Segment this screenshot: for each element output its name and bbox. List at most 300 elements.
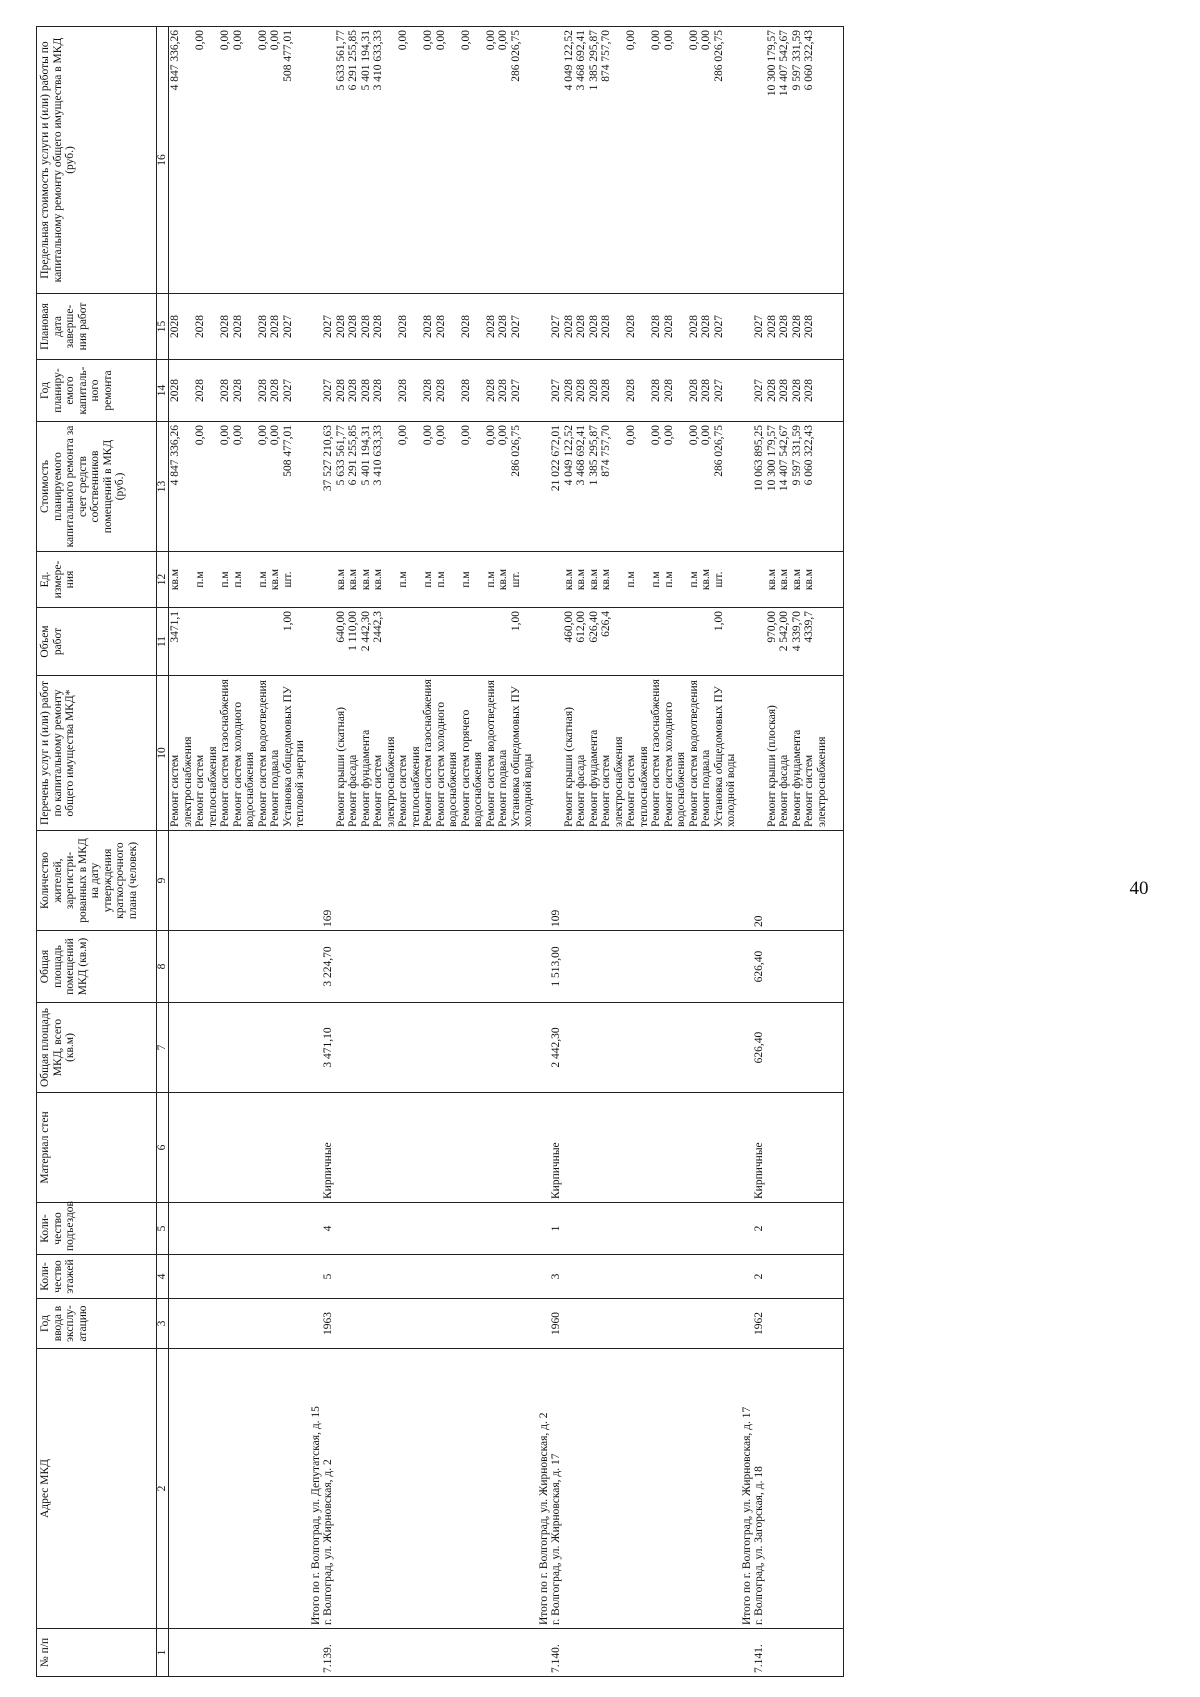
work-year: 2028 — [766, 360, 779, 422]
header-cell: Ед. измере-ния — [37, 552, 157, 608]
work-end-date: 2028 — [791, 294, 804, 360]
column-number: 9 — [157, 831, 169, 931]
work-unit: п.м — [422, 552, 435, 608]
work-unit: п.м — [688, 552, 701, 608]
house-area-total: 626,40 — [753, 1003, 766, 1093]
house-end-date: 2027 — [753, 294, 766, 360]
house-entrances: 2 — [753, 1203, 766, 1255]
work-cost: 0,00 — [435, 422, 460, 552]
work-volume: 4 339,70 — [791, 608, 804, 676]
house-end-date: 2027 — [550, 294, 563, 360]
work-end-date: 2028 — [650, 294, 663, 360]
work-year: 2027 — [510, 360, 535, 422]
work-row — [335, 27, 348, 1677]
work-limit-cost: 0,00 — [688, 27, 701, 294]
work-volume — [219, 608, 232, 676]
work-volume: 2 542,00 — [778, 608, 791, 676]
house-plan-year: 2027 — [322, 360, 335, 422]
work-year: 2028 — [803, 360, 844, 422]
header-cell: Перечень услуг и (или) работ по капитальному ремонту общего имущества МКД* — [37, 676, 157, 831]
total-row — [307, 27, 323, 1677]
work-row — [372, 27, 397, 1677]
house-year: 1963 — [322, 1299, 335, 1349]
work-row — [713, 27, 738, 1677]
work-limit-cost: 0,00 — [435, 27, 460, 294]
work-name: Ремонт крыши (скатная) — [563, 676, 576, 831]
work-limit-cost: 874 757,70 — [600, 27, 625, 294]
work-year: 2028 — [435, 360, 460, 422]
house-number: 7.140. — [550, 1629, 563, 1677]
work-name: Ремонт фундамента — [588, 676, 601, 831]
work-end-date: 2028 — [588, 294, 601, 360]
work-year: 2028 — [372, 360, 397, 422]
work-name: Ремонт фасада — [347, 676, 360, 831]
header-cell: Материал стен — [37, 1093, 157, 1203]
work-year: 2028 — [232, 360, 257, 422]
work-limit-cost: 10 300 179,57 — [766, 27, 779, 294]
work-limit-cost: 0,00 — [194, 27, 219, 294]
page-number: 40 — [1129, 878, 1149, 899]
work-end-date: 2028 — [766, 294, 779, 360]
work-limit-cost: 0,00 — [663, 27, 688, 294]
header-cell: Коли-чество этажей — [37, 1255, 157, 1299]
work-name: Ремонт подвала — [269, 676, 282, 831]
work-row — [563, 27, 576, 1677]
work-end-date: 2028 — [778, 294, 791, 360]
work-volume: 3471,1 — [169, 608, 195, 676]
work-year: 2028 — [397, 360, 422, 422]
work-year: 2028 — [778, 360, 791, 422]
work-volume: 460,00 — [563, 608, 576, 676]
column-number: 13 — [157, 422, 169, 552]
work-unit: кв.м — [803, 552, 844, 608]
work-cost: 0,00 — [497, 422, 510, 552]
work-volume — [232, 608, 257, 676]
work-year: 2028 — [497, 360, 510, 422]
work-year: 2028 — [335, 360, 348, 422]
work-unit: кв.м — [791, 552, 804, 608]
column-number: 5 — [157, 1203, 169, 1255]
house-area-total: 2 442,30 — [550, 1003, 563, 1093]
work-name: Ремонт систем электроснабжения — [372, 676, 397, 831]
work-end-date: 2028 — [269, 294, 282, 360]
work-year: 2028 — [485, 360, 498, 422]
house-row — [322, 27, 335, 1677]
work-cost: 14 407 542,67 — [778, 422, 791, 552]
work-year: 2028 — [219, 360, 232, 422]
work-volume: 640,00 — [335, 608, 348, 676]
work-cost: 0,00 — [625, 422, 650, 552]
work-limit-cost: 0,00 — [650, 27, 663, 294]
work-cost: 4 847 336,26 — [169, 422, 195, 552]
work-volume: 2442,3 — [372, 608, 397, 676]
work-limit-cost: 0,00 — [485, 27, 498, 294]
work-volume — [460, 608, 485, 676]
work-unit: п.м — [460, 552, 485, 608]
house-walls: Кирпичные — [322, 1093, 335, 1203]
work-row — [588, 27, 601, 1677]
work-unit: п.м — [219, 552, 232, 608]
house-entrances: 1 — [550, 1203, 563, 1255]
work-cost: 10 300 179,57 — [766, 422, 779, 552]
work-unit: кв.м — [335, 552, 348, 608]
work-limit-cost: 508 477,01 — [282, 27, 307, 294]
work-limit-cost: 5 633 561,77 — [335, 27, 348, 294]
work-limit-cost: 9 597 331,59 — [791, 27, 804, 294]
work-end-date: 2028 — [460, 294, 485, 360]
work-volume — [625, 608, 650, 676]
work-unit: кв.м — [497, 552, 510, 608]
work-row — [700, 27, 713, 1677]
work-row — [219, 27, 232, 1677]
work-cost: 0,00 — [422, 422, 435, 552]
work-unit: п.м — [650, 552, 663, 608]
work-year: 2028 — [460, 360, 485, 422]
capital-repair-table — [36, 26, 844, 1677]
column-number: 15 — [157, 294, 169, 360]
work-cost: 9 597 331,59 — [791, 422, 804, 552]
work-cost: 5 401 194,31 — [360, 422, 373, 552]
work-end-date: 2028 — [360, 294, 373, 360]
work-cost: 0,00 — [700, 422, 713, 552]
work-cost: 3 410 633,33 — [372, 422, 397, 552]
work-end-date: 2027 — [510, 294, 535, 360]
header-cell: Общая площадь помещений МКД (кв.м) — [37, 931, 157, 1003]
header-cell: Стоимость планируемого капитального ремонта за счет средств собственников помещений в МКД (руб.) — [37, 422, 157, 552]
work-year: 2028 — [360, 360, 373, 422]
work-year: 2028 — [422, 360, 435, 422]
house-floors: 5 — [322, 1255, 335, 1299]
house-residents: 20 — [753, 831, 766, 931]
work-unit: п.м — [232, 552, 257, 608]
work-end-date: 2028 — [169, 294, 195, 360]
work-name: Ремонт систем газоснабжения — [219, 676, 232, 831]
work-year: 2028 — [688, 360, 701, 422]
total-label: Итого по г. Волгоград, ул. Жирновская, д. 17 — [738, 1349, 754, 1629]
work-row — [663, 27, 688, 1677]
work-row — [397, 27, 422, 1677]
work-volume — [485, 608, 498, 676]
work-limit-cost: 286 026,75 — [510, 27, 535, 294]
work-volume — [497, 608, 510, 676]
work-row — [485, 27, 498, 1677]
work-row — [360, 27, 373, 1677]
work-end-date: 2028 — [563, 294, 576, 360]
work-row — [650, 27, 663, 1677]
work-name: Ремонт систем холодного водоснабжения — [232, 676, 257, 831]
work-end-date: 2028 — [347, 294, 360, 360]
house-row — [550, 27, 563, 1677]
house-year: 1960 — [550, 1299, 563, 1349]
work-name: Ремонт систем водоотведения — [485, 676, 498, 831]
work-row — [625, 27, 650, 1677]
work-year: 2028 — [791, 360, 804, 422]
work-year: 2028 — [650, 360, 663, 422]
work-cost: 286 026,75 — [510, 422, 535, 552]
work-volume — [435, 608, 460, 676]
work-year: 2028 — [563, 360, 576, 422]
header-cell: Объем работ — [37, 608, 157, 676]
house-plan-year: 2027 — [550, 360, 563, 422]
work-volume — [422, 608, 435, 676]
house-cost-total: 37 527 210,63 — [322, 422, 335, 552]
column-number: 14 — [157, 360, 169, 422]
work-row — [460, 27, 485, 1677]
work-volume — [688, 608, 701, 676]
work-limit-cost: 0,00 — [422, 27, 435, 294]
column-number: 3 — [157, 1299, 169, 1349]
work-row — [778, 27, 791, 1677]
work-volume — [257, 608, 270, 676]
work-end-date: 2028 — [194, 294, 219, 360]
work-end-date: 2027 — [282, 294, 307, 360]
work-end-date: 2028 — [625, 294, 650, 360]
house-residents: 109 — [550, 831, 563, 931]
work-cost: 0,00 — [232, 422, 257, 552]
work-limit-cost: 6 060 322,43 — [803, 27, 844, 294]
column-number: 16 — [157, 27, 169, 294]
work-end-date: 2028 — [688, 294, 701, 360]
work-name: Ремонт систем газоснабжения — [650, 676, 663, 831]
house-residents: 169 — [322, 831, 335, 931]
work-row — [510, 27, 535, 1677]
total-label: Итого по г. Волгоград, ул. Жирновская, д. 2 — [535, 1349, 551, 1629]
column-number: 12 — [157, 552, 169, 608]
work-volume — [397, 608, 422, 676]
work-volume: 1,00 — [713, 608, 738, 676]
house-cost-total: 21 022 672,01 — [550, 422, 563, 552]
work-volume: 1 110,00 — [347, 608, 360, 676]
work-end-date: 2028 — [397, 294, 422, 360]
work-name: Ремонт фундамента — [791, 676, 804, 831]
work-name: Ремонт систем газоснабжения — [422, 676, 435, 831]
work-unit: шт. — [282, 552, 307, 608]
work-unit: п.м — [485, 552, 498, 608]
work-limit-cost: 14 407 542,67 — [778, 27, 791, 294]
work-end-date: 2028 — [435, 294, 460, 360]
work-row — [232, 27, 257, 1677]
work-name: Ремонт систем электроснабжения — [803, 676, 844, 831]
work-name: Ремонт фундамента — [360, 676, 373, 831]
work-cost: 3 468 692,41 — [575, 422, 588, 552]
work-row — [766, 27, 779, 1677]
work-year: 2027 — [713, 360, 738, 422]
work-end-date: 2028 — [663, 294, 688, 360]
work-name: Ремонт систем электроснабжения — [600, 676, 625, 831]
work-volume: 1,00 — [510, 608, 535, 676]
header-cell: Количество жителей, зарегистри-рованных в МКД на дату утверждения краткосрочного плана (человек) — [37, 831, 157, 931]
work-name: Установка общедомовых ПУ холодной воды — [713, 676, 738, 831]
work-year: 2028 — [625, 360, 650, 422]
work-unit: кв.м — [269, 552, 282, 608]
work-volume — [700, 608, 713, 676]
work-limit-cost: 0,00 — [700, 27, 713, 294]
work-limit-cost: 0,00 — [232, 27, 257, 294]
work-year: 2027 — [282, 360, 307, 422]
work-row — [194, 27, 219, 1677]
work-name: Ремонт крыши (плоская) — [766, 676, 779, 831]
work-unit: п.м — [625, 552, 650, 608]
house-walls: Кирпичные — [550, 1093, 563, 1203]
work-volume — [663, 608, 688, 676]
header-cell: Коли-чество подъездов — [37, 1203, 157, 1255]
work-row — [688, 27, 701, 1677]
work-unit: кв.м — [347, 552, 360, 608]
work-unit: кв.м — [169, 552, 195, 608]
work-unit: кв.м — [778, 552, 791, 608]
work-cost: 0,00 — [485, 422, 498, 552]
work-year: 2028 — [588, 360, 601, 422]
work-limit-cost: 0,00 — [497, 27, 510, 294]
work-row — [600, 27, 625, 1677]
work-cost: 0,00 — [219, 422, 232, 552]
work-cost: 6 060 322,43 — [803, 422, 844, 552]
house-area-rooms: 626,40 — [753, 931, 766, 1003]
work-volume — [269, 608, 282, 676]
work-limit-cost: 6 291 255,85 — [347, 27, 360, 294]
house-address: г. Волгоград, ул. Загорская, д. 18 — [753, 1349, 766, 1629]
house-cost-total: 10 063 895,25 — [753, 422, 766, 552]
header-cell: Общая площадь МКД, всего (кв.м) — [37, 1003, 157, 1093]
work-cost: 0,00 — [688, 422, 701, 552]
work-row — [575, 27, 588, 1677]
work-unit: шт. — [713, 552, 738, 608]
work-row — [497, 27, 510, 1677]
work-name: Ремонт систем теплоснабжения — [397, 676, 422, 831]
work-unit: п.м — [397, 552, 422, 608]
work-end-date: 2028 — [497, 294, 510, 360]
work-name: Ремонт систем горячего водоснабжения — [460, 676, 485, 831]
house-area-total: 3 471,10 — [322, 1003, 335, 1093]
column-number: 7 — [157, 1003, 169, 1093]
work-cost: 4 049 122,52 — [563, 422, 576, 552]
column-number: 4 — [157, 1255, 169, 1299]
work-volume: 626,4 — [600, 608, 625, 676]
work-end-date: 2027 — [713, 294, 738, 360]
work-cost: 0,00 — [650, 422, 663, 552]
work-volume: 4339,7 — [803, 608, 844, 676]
header-cell: Предельная стоимость услуги и (или) работы по капитальному ремонту общего имущества в МКД (руб.) — [37, 27, 157, 294]
work-volume — [650, 608, 663, 676]
work-unit: п.м — [663, 552, 688, 608]
header-cell: Плановая дата заверше-ния работ — [37, 294, 157, 360]
work-unit: кв.м — [766, 552, 779, 608]
work-row — [435, 27, 460, 1677]
work-name: Ремонт систем водоотведения — [688, 676, 701, 831]
work-row — [803, 27, 844, 1677]
column-number: 10 — [157, 676, 169, 831]
work-unit: п.м — [435, 552, 460, 608]
work-name: Ремонт систем холодного водоснабжения — [435, 676, 460, 831]
house-entrances: 4 — [322, 1203, 335, 1255]
work-end-date: 2028 — [422, 294, 435, 360]
work-end-date: 2028 — [335, 294, 348, 360]
work-name: Ремонт крыши (скатная) — [335, 676, 348, 831]
work-cost: 0,00 — [257, 422, 270, 552]
work-end-date: 2028 — [219, 294, 232, 360]
house-address: г. Волгоград, ул. Жирновская, д. 2 — [322, 1349, 335, 1629]
work-year: 2028 — [257, 360, 270, 422]
work-name: Ремонт подвала — [497, 676, 510, 831]
house-walls: Кирпичные — [753, 1093, 766, 1203]
work-year: 2028 — [600, 360, 625, 422]
work-end-date: 2028 — [257, 294, 270, 360]
work-end-date: 2028 — [232, 294, 257, 360]
work-cost: 508 477,01 — [282, 422, 307, 552]
work-volume: 970,00 — [766, 608, 779, 676]
work-limit-cost: 3 410 633,33 — [372, 27, 397, 294]
work-unit: шт. — [510, 552, 535, 608]
work-unit: п.м — [257, 552, 270, 608]
work-name: Ремонт систем холодного водоснабжения — [663, 676, 688, 831]
work-row — [347, 27, 360, 1677]
work-name: Ремонт фасада — [575, 676, 588, 831]
work-limit-cost: 0,00 — [219, 27, 232, 294]
work-row — [791, 27, 804, 1677]
work-end-date: 2028 — [485, 294, 498, 360]
house-number: 7.141. — [753, 1629, 766, 1677]
total-label: Итого по г. Волгоград, ул. Депутатская, д. 15 — [307, 1349, 323, 1629]
work-volume: 612,00 — [575, 608, 588, 676]
header-cell: Год ввода в эксплу-атацию — [37, 1299, 157, 1349]
work-year: 2028 — [347, 360, 360, 422]
work-limit-cost: 5 401 194,31 — [360, 27, 373, 294]
work-name: Ремонт подвала — [700, 676, 713, 831]
work-limit-cost: 286 026,75 — [713, 27, 738, 294]
work-name: Ремонт систем электроснабжения — [169, 676, 195, 831]
work-year: 2028 — [169, 360, 195, 422]
house-number: 7.139. — [322, 1629, 335, 1677]
work-volume — [194, 608, 219, 676]
header-row — [37, 27, 157, 1677]
work-year: 2028 — [194, 360, 219, 422]
work-limit-cost: 1 385 295,87 — [588, 27, 601, 294]
work-volume: 2 442,30 — [360, 608, 373, 676]
column-number: 2 — [157, 1349, 169, 1629]
work-cost: 0,00 — [397, 422, 422, 552]
house-row — [753, 27, 766, 1677]
work-name: Ремонт фасада — [778, 676, 791, 831]
work-row — [169, 27, 195, 1677]
work-cost: 6 291 255,85 — [347, 422, 360, 552]
work-cost: 286 026,75 — [713, 422, 738, 552]
header-cell: Год планиру-емого капиталь-ного ремонта — [37, 360, 157, 422]
work-limit-cost: 0,00 — [625, 27, 650, 294]
total-row — [738, 27, 754, 1677]
house-area-rooms: 3 224,70 — [322, 931, 335, 1003]
work-cost: 0,00 — [460, 422, 485, 552]
column-number-row — [157, 27, 169, 1677]
column-number: 1 — [157, 1629, 169, 1677]
work-end-date: 2028 — [372, 294, 397, 360]
work-volume: 1,00 — [282, 608, 307, 676]
house-floors: 2 — [753, 1255, 766, 1299]
house-area-rooms: 1 513,00 — [550, 931, 563, 1003]
work-cost: 0,00 — [663, 422, 688, 552]
work-limit-cost: 4 847 336,26 — [169, 27, 195, 294]
work-unit: кв.м — [372, 552, 397, 608]
work-unit: кв.м — [360, 552, 373, 608]
work-cost: 0,00 — [269, 422, 282, 552]
work-cost: 5 633 561,77 — [335, 422, 348, 552]
work-limit-cost: 0,00 — [460, 27, 485, 294]
house-year: 1962 — [753, 1299, 766, 1349]
header-cell: Адрес МКД — [37, 1349, 157, 1629]
work-end-date: 2028 — [803, 294, 844, 360]
work-unit: кв.м — [700, 552, 713, 608]
work-row — [422, 27, 435, 1677]
work-row — [257, 27, 270, 1677]
